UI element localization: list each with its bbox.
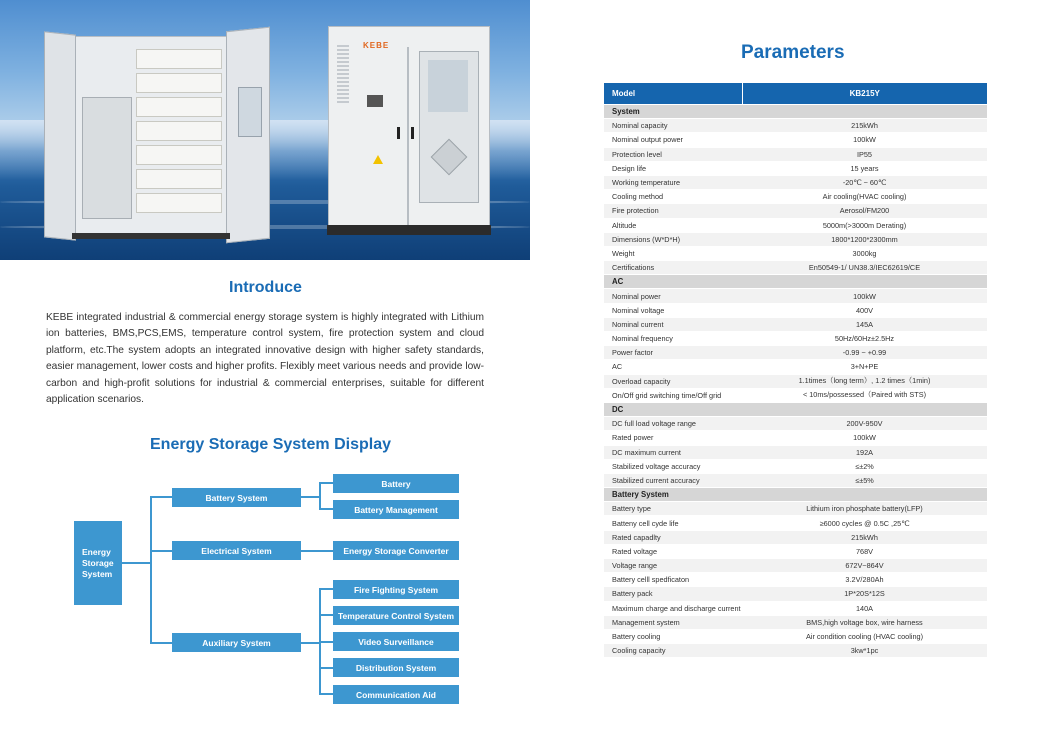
param-label: DC maximum current (604, 445, 742, 459)
param-value: 3000kg (742, 246, 987, 260)
param-value: 1.1times（long term）, 1.2 times（1min) (742, 374, 987, 388)
table-row (604, 587, 987, 601)
table-row (604, 516, 987, 530)
branch-node-battery-system: Battery System (172, 488, 301, 507)
param-label: Power factor (604, 346, 742, 360)
connector-line (301, 550, 333, 552)
root-line: Energy (82, 546, 111, 557)
leaf-node-temperature-control-system: Temperature Control System (333, 606, 459, 625)
param-value: 672V~864V (742, 559, 987, 573)
table-row (604, 346, 987, 360)
leaf-node-energy-storage-converter: Energy Storage Converter (333, 541, 459, 560)
leaf-node-battery: Battery (333, 474, 459, 493)
connector-line (301, 642, 319, 644)
leaf-node-fire-fighting-system: Fire Fighting System (333, 580, 459, 599)
param-label: Voltage range (604, 559, 742, 573)
param-value: 140A (742, 601, 987, 615)
param-value: < 10ms/possessed（Paired with STS) (742, 388, 987, 402)
table-row (604, 544, 987, 558)
param-value: 3+N+PE (742, 360, 987, 374)
param-value: 215kWh (742, 119, 987, 133)
table-row (604, 573, 987, 587)
table-row (604, 332, 987, 346)
leaf-node-battery-management: Battery Management (333, 500, 459, 519)
param-value: -0.99 ~ +0.99 (742, 346, 987, 360)
param-value: 1P*20S*12S (742, 587, 987, 601)
table-row (604, 190, 987, 204)
open-cabinet-image (75, 36, 227, 234)
connector-line (301, 496, 319, 498)
param-value: 3.2V/280Ah (742, 573, 987, 587)
hero-image (0, 0, 530, 260)
display-title: Energy Storage System Display (150, 436, 391, 453)
hmi-screen (238, 87, 262, 137)
param-label: Stabilized current accuracy (604, 473, 742, 487)
section-name: Battery System (604, 488, 987, 502)
section-header-row (604, 105, 987, 119)
param-value: En50549-1/ UN38.3/IEC62619/CE (742, 261, 987, 275)
param-label: DC full load voltage range (604, 417, 742, 431)
param-value: 192A (742, 445, 987, 459)
param-value: 215kWh (742, 530, 987, 544)
connector-line (319, 508, 333, 510)
table-row (604, 374, 987, 388)
param-label: Nominal frequency (604, 332, 742, 346)
table-row (604, 232, 987, 246)
air-conditioner-unit (419, 51, 479, 203)
table-row (604, 147, 987, 161)
closed-cabinet-image (328, 26, 490, 228)
connector-line (319, 614, 333, 616)
fan-icon (431, 139, 468, 176)
table-row (604, 289, 987, 303)
ac-panel (428, 60, 468, 112)
param-label: Protection level (604, 147, 742, 161)
connector-line (319, 482, 321, 509)
param-label: Rated power (604, 431, 742, 445)
param-value: Air condition cooling (HVAC cooling) (742, 629, 987, 643)
param-label: Nominal power (604, 289, 742, 303)
table-row (604, 615, 987, 629)
param-value: 145A (742, 317, 987, 331)
battery-module (136, 121, 222, 141)
table-row (604, 161, 987, 175)
param-value: 1800*1200*2300mm (742, 232, 987, 246)
param-label: Altitude (604, 218, 742, 232)
root-line: Storage (82, 557, 114, 568)
diagram-root-node (74, 521, 122, 605)
table-row (604, 204, 987, 218)
battery-module (136, 49, 222, 69)
connector-line (319, 482, 333, 484)
vent-grille (337, 45, 349, 105)
table-row (604, 459, 987, 473)
param-value: IP55 (742, 147, 987, 161)
introduce-text: KEBE integrated industrial & commercial energy storage system is highly integrated with Lithium ion batteries, BMS,PCS,EMS, temperature control system, fire protection system and cloud platform, etc.The system adopts an integrated innovative design with higher safety standards, easier management, lower costs and higher profits. Flexibly meet various needs and provide low-carbon and high-profit solutions for industrial & commercial enterprises, suitable for different application scenarios. (46, 312, 484, 406)
table-row (604, 303, 987, 317)
battery-module (136, 169, 222, 189)
root-line: System (82, 568, 113, 579)
table-row (604, 218, 987, 232)
param-label: Overload capacity (604, 374, 742, 388)
door-handle (397, 127, 400, 139)
battery-module (136, 193, 222, 213)
param-value: 15 years (742, 161, 987, 175)
param-value: 100kW (742, 133, 987, 147)
table-row (604, 644, 987, 658)
connector-line (319, 588, 333, 590)
battery-module (136, 73, 222, 93)
param-label: AC (604, 360, 742, 374)
parameters-title: Parameters (741, 42, 845, 63)
table-row (604, 629, 987, 643)
table-row (604, 559, 987, 573)
cabinet-base (72, 233, 230, 239)
param-value: 200V-950V (742, 417, 987, 431)
parameters-table (604, 83, 987, 658)
param-label: Battery pack (604, 587, 742, 601)
param-label: Stabilized voltage accuracy (604, 459, 742, 473)
connector-line (319, 667, 333, 669)
param-label: Rated voltage (604, 544, 742, 558)
table-row (604, 473, 987, 487)
table-row (604, 119, 987, 133)
connector-line (150, 496, 152, 642)
table-row (604, 246, 987, 260)
battery-module (136, 97, 222, 117)
status-display (367, 95, 383, 107)
connector-line (122, 562, 150, 564)
param-label: Cooling capacity (604, 644, 742, 658)
header-label: Model (604, 83, 742, 105)
param-label: Nominal output power (604, 133, 742, 147)
param-label: Rated capadlty (604, 530, 742, 544)
connector-line (150, 550, 172, 552)
warning-icon (373, 155, 383, 164)
param-value: Air cooling(HVAC cooling) (742, 190, 987, 204)
cabinet-base (327, 225, 491, 235)
param-label: Battery type (604, 502, 742, 516)
param-label: Certifications (604, 261, 742, 275)
param-label: Nominal capacity (604, 119, 742, 133)
param-label: Weight (604, 246, 742, 260)
leaf-node-distribution-system: Distribution System (333, 658, 459, 677)
param-value: 5000m(>3000m Derating) (742, 218, 987, 232)
param-value: 50Hz/60Hz±2.5Hz (742, 332, 987, 346)
table-row (604, 530, 987, 544)
param-label: Fire protection (604, 204, 742, 218)
section-name: AC (604, 275, 987, 289)
section-header-row (604, 402, 987, 416)
param-label: Maximum charge and discharge current (604, 601, 742, 615)
connector-line (319, 641, 333, 643)
cabinet-door (44, 31, 76, 240)
connector-line (150, 496, 172, 498)
param-value: 100kW (742, 289, 987, 303)
door-handle (411, 127, 414, 139)
param-label: Dimensions (W*D*H) (604, 232, 742, 246)
param-label: Nominal voltage (604, 303, 742, 317)
param-value: Aerosol/FM200 (742, 204, 987, 218)
table-row (604, 261, 987, 275)
param-value: Lithium iron phosphate battery(LFP) (742, 502, 987, 516)
battery-module (136, 145, 222, 165)
electrical-panel (82, 97, 132, 219)
table-row (604, 388, 987, 402)
param-value: 3kw*1pc (742, 644, 987, 658)
connector-line (150, 642, 172, 644)
header-value: KB215Y (742, 83, 987, 105)
leaf-node-communication-aid: Communication Aid (333, 685, 459, 704)
param-label: Management system (604, 615, 742, 629)
leaf-node-video-surveillance: Video Surveillance (333, 632, 459, 651)
table-row (604, 502, 987, 516)
door-seam (407, 47, 409, 225)
param-value: BMS,high voltage box, wire harness (742, 615, 987, 629)
table-row (604, 431, 987, 445)
param-value: ≤±5% (742, 473, 987, 487)
param-value: ≥6000 cycles @ 0.5C ,25℃ (742, 516, 987, 530)
section-name: System (604, 105, 987, 119)
param-value: 768V (742, 544, 987, 558)
section-header-row (604, 275, 987, 289)
brand-logo: KEBE (363, 41, 390, 50)
param-label: Nominal current (604, 317, 742, 331)
table-row (604, 601, 987, 615)
table-row (604, 445, 987, 459)
branch-node-electrical-system: Electrical System (172, 541, 301, 560)
connector-line (319, 693, 333, 695)
param-label: Cooling method (604, 190, 742, 204)
param-value: 400V (742, 303, 987, 317)
param-label: On/Off grid switching time/Off grid (604, 388, 742, 402)
param-label: Design life (604, 161, 742, 175)
table-header-row (604, 83, 987, 105)
param-value: ≤±2% (742, 459, 987, 473)
table-row (604, 360, 987, 374)
section-header-row (604, 488, 987, 502)
param-label: Working temperature (604, 175, 742, 189)
section-name: DC (604, 402, 987, 416)
table-row (604, 417, 987, 431)
introduce-title: Introduce (229, 279, 302, 296)
table-row (604, 175, 987, 189)
table-row (604, 133, 987, 147)
param-label: Battery celll spedficaton (604, 573, 742, 587)
param-label: Battery cooling (604, 629, 742, 643)
param-value: 100kW (742, 431, 987, 445)
param-value: -20℃ ~ 60℃ (742, 175, 987, 189)
param-label: Batteny cell cyde life (604, 516, 742, 530)
branch-node-auxiliary-system: Auxiliary System (172, 633, 301, 652)
table-row (604, 317, 987, 331)
